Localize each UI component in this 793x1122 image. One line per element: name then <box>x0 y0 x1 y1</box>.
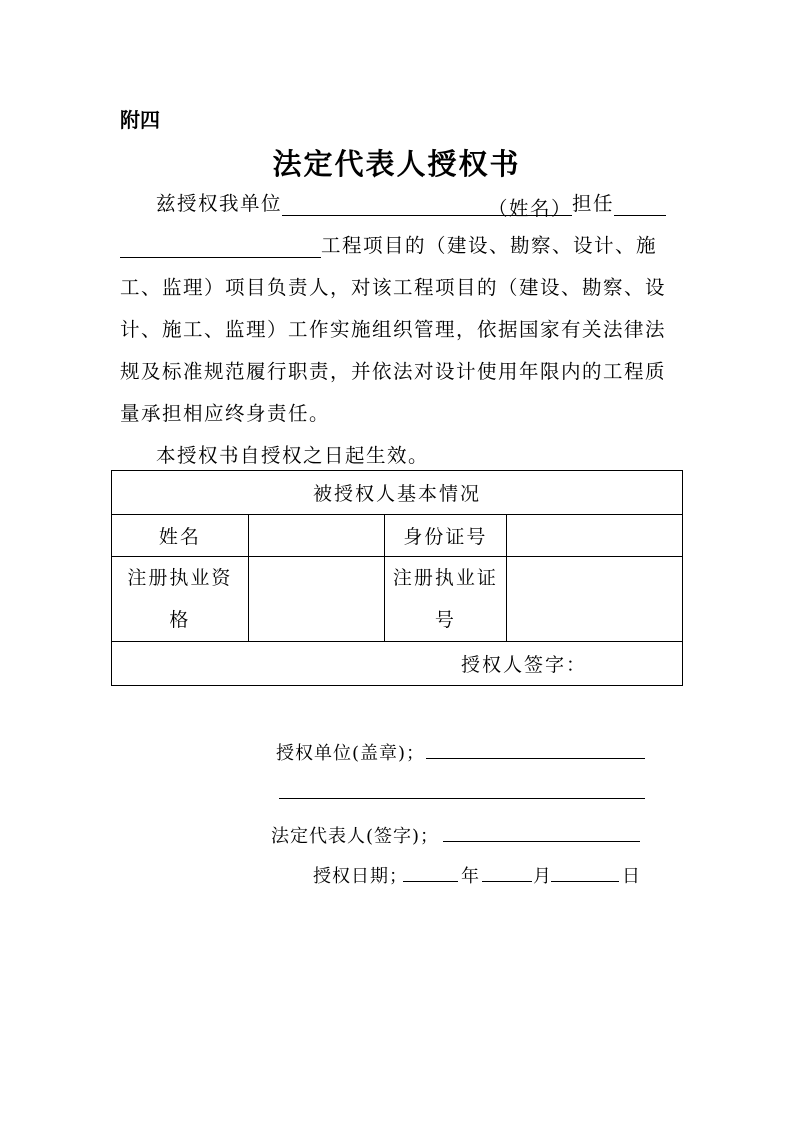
date-month-line[interactable] <box>482 881 532 882</box>
qualification-value-cell[interactable] <box>248 557 384 642</box>
legal-rep-label: 法定代表人(签字)； <box>271 826 440 847</box>
date-year-line[interactable] <box>403 881 458 882</box>
project-name-blank[interactable] <box>120 235 321 258</box>
qualification-label-line1: 注册执业资 <box>127 567 233 589</box>
body-line1-start: 兹授权我单位 <box>156 192 283 215</box>
qualification-label <box>112 557 249 642</box>
year-label: 年 <box>461 866 480 887</box>
registration-number-label <box>384 557 507 642</box>
body-line-1 <box>156 188 666 220</box>
authorization-date-label: 授权日期； <box>313 866 408 887</box>
body-line-4: 计、施工、监理）工作实施组织管理，依据国家有关法律法 <box>120 318 667 341</box>
legal-rep-signature-line[interactable] <box>443 841 640 842</box>
role-blank[interactable] <box>614 193 666 216</box>
month-label: 月 <box>533 866 552 887</box>
qualification-label-line2: 格 <box>169 609 191 631</box>
name-hint: （姓名） <box>488 193 572 216</box>
body-line-3: 工、监理）项目负责人，对该工程项目的（建设、勘察、设 <box>120 276 667 299</box>
appendix-label: 附四 <box>120 108 160 132</box>
signature-label: 授权人签字： <box>461 654 588 676</box>
authorized-person-table <box>111 470 683 686</box>
id-number-label: 身份证号 <box>384 515 507 557</box>
date-day-line[interactable] <box>551 881 619 882</box>
table-header: 被授权人基本情况 <box>112 471 683 515</box>
body-line-2 <box>120 230 657 258</box>
body-line-5: 规及标准规范履行职责，并依法对设计使用年限内的工程质 <box>120 360 667 383</box>
body-line1-end: 担任 <box>572 192 615 215</box>
document-title: 法定代表人授权书 <box>272 147 521 181</box>
id-number-value-cell[interactable] <box>507 515 683 557</box>
authorizing-unit-line-2[interactable] <box>279 798 645 799</box>
authorizing-unit-line[interactable] <box>426 758 645 759</box>
name-label: 姓名 <box>112 515 249 557</box>
authorizing-unit-label: 授权单位(盖章)； <box>276 743 426 764</box>
body-line-6: 量承担相应终身责任。 <box>120 402 331 425</box>
authorizer-signature-cell[interactable] <box>112 642 683 686</box>
registration-number-value-cell[interactable] <box>507 557 683 642</box>
body-line2-end: 工程项目的（建设、勘察、设计、施 <box>321 234 658 257</box>
effective-statement: 本授权书自授权之日起生效。 <box>156 444 430 467</box>
authorized-name-blank[interactable] <box>282 193 488 216</box>
registration-label-line1: 注册执业证 <box>392 567 498 589</box>
day-label: 日 <box>622 866 641 887</box>
name-value-cell[interactable] <box>248 515 384 557</box>
registration-label-line2: 号 <box>434 609 456 631</box>
